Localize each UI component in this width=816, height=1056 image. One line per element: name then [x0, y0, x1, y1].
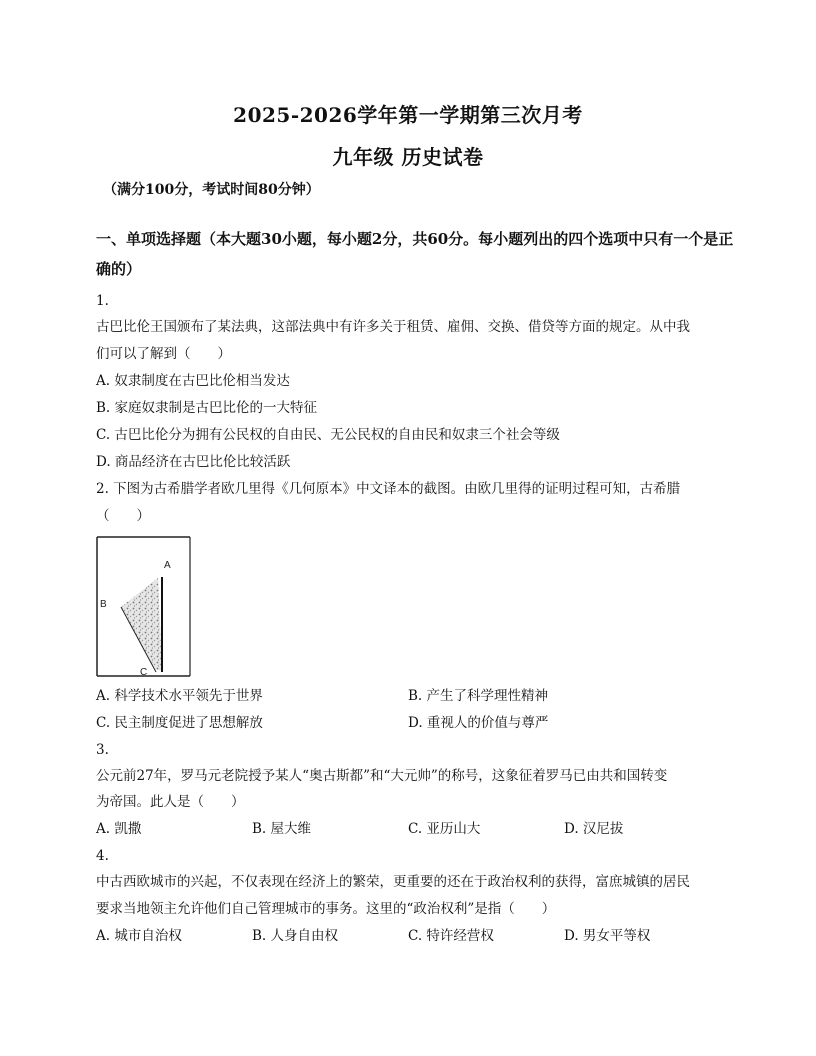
figure-label-a: A	[164, 560, 171, 571]
q3-option-c: C. 亚历山大	[408, 821, 481, 837]
q1-option-d: D. 商品经济在古巴比伦比较活跃	[96, 454, 291, 470]
q4-stem-line2: 要求当地领主允许他们自己管理城市的事务。这里的“政治权利”是指（ ）	[96, 901, 556, 917]
figure-label-c: C	[140, 667, 148, 678]
q3-stem-line2: 为帝国。此人是（ ）	[96, 794, 245, 810]
q1-option-a: A. 奴隶制度在古巴比伦相当发达	[96, 373, 290, 389]
q4-option-a: A. 城市自治权	[96, 928, 182, 944]
q2-option-d: D. 重视人的价值与尊严	[408, 715, 549, 731]
q2-option-a: A. 科学技术水平领先于世界	[96, 688, 263, 704]
exam-note: （满分100分，考试时间80分钟）	[103, 182, 320, 198]
q4-option-c: C. 特许经营权	[408, 928, 494, 944]
exam-title: 2025-2026学年第一学期第三次月考	[233, 103, 583, 127]
q1-number: 1.	[96, 293, 109, 309]
q2-stem-line1: 2. 下图为古希腊学者欧几里得《几何原本》中文译本的截图。由欧几里得的证明过程可知，古希腊	[96, 481, 681, 497]
q3-option-a: A. 凯撒	[96, 821, 142, 837]
euclid-figure	[96, 535, 192, 678]
q1-stem-line1: 古巴比伦王国颁布了某法典，这部法典中有许多关于租赁、雇佣、交换、借贷等方面的规定。从中我	[96, 319, 690, 335]
q4-number: 4.	[96, 848, 109, 864]
q2-option-b: B. 产生了科学理性精神	[408, 688, 549, 704]
q4-stem-line1: 中古西欧城市的兴起，不仅表现在经济上的繁荣，更重要的还在于政治权利的获得，富庶城镇的居民	[96, 874, 690, 890]
q4-option-d: D. 男女平等权	[564, 928, 651, 944]
q3-option-d: D. 汉尼拔	[564, 821, 624, 837]
q1-stem-line2: 们可以了解到（ ）	[96, 346, 231, 362]
q1-option-b: B. 家庭奴隶制是古巴比伦的一大特征	[96, 400, 318, 416]
q2-stem-line2: （ ）	[96, 508, 150, 524]
figure-label-b: B	[100, 599, 107, 610]
q4-option-b: B. 人身自由权	[252, 928, 339, 944]
q3-number: 3.	[96, 742, 109, 758]
q2-option-c: C. 民主制度促进了思想解放	[96, 715, 263, 731]
section-heading: 一、单项选择题（本大题30小题，每小题2分，共60分。每小题列出的四个选项中只有一个是正确的）	[96, 230, 734, 278]
q3-stem-line1: 公元前27年，罗马元老院授予某人“奥古斯都”和“大元帅”的称号，这象征着罗马已由共和国转变	[96, 768, 668, 784]
q1-option-c: C. 古巴比伦分为拥有公民权的自由民、无公民权的自由民和奴隶三个社会等级	[96, 427, 560, 443]
exam-subtitle: 九年级 历史试卷	[332, 145, 484, 169]
q3-option-b: B. 屋大维	[252, 821, 312, 837]
